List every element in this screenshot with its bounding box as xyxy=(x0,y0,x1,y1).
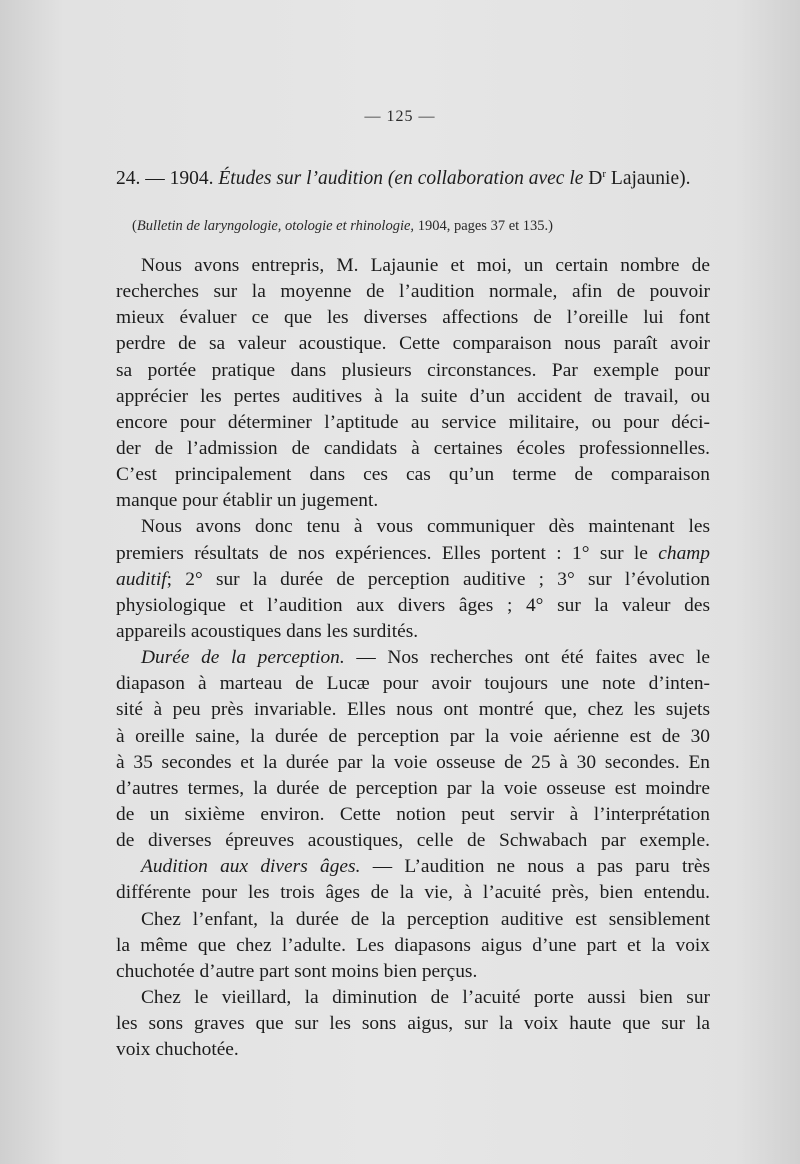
body-line xyxy=(116,854,710,880)
body-text xyxy=(116,253,710,1063)
body-line-part: ; 2° sur la durée de perception auditive ; 3° sur l’évolution xyxy=(166,568,710,590)
body-line xyxy=(116,567,710,593)
body-line: d’autres termes, la durée de perception par la voie osseuse est moindre xyxy=(116,777,710,799)
source-details: 1904, pages 37 et 135.) xyxy=(417,218,553,234)
source-open: ( xyxy=(132,218,137,234)
body-line-italic: Durée de la perception. xyxy=(141,647,345,669)
body-line-part: — L’audition ne nous a pas paru très xyxy=(360,856,710,878)
entry-title-doctor-sup: r xyxy=(602,168,607,180)
body-line-part: premiers résultats de nos expériences. Elles portent : 1° sur le xyxy=(116,542,648,564)
entry-number: 24. — 1904. xyxy=(116,168,214,189)
entry-title xyxy=(116,168,736,190)
body-line: différente pour les trois âges de la vie, à l’acuité près, bien entendu. xyxy=(116,882,710,904)
body-line: recherches sur la moyenne de l’audition normale, afin de pouvoir xyxy=(116,281,710,303)
body-line: Chez l’enfant, la durée de la perception auditive est sensiblement xyxy=(141,908,710,930)
body-line: mieux évaluer ce que les diverses affections de l’oreille lui font xyxy=(116,307,710,329)
body-line-italic: Audition aux divers âges. xyxy=(141,856,361,878)
entry-title-doctor: D xyxy=(588,168,603,189)
body-line: apprécier les pertes auditives à la suite d’un accident de travail, ou xyxy=(116,385,710,407)
body-line: encore pour déterminer l’aptitude au service militaire, ou pour déci- xyxy=(116,411,710,433)
body-line: Nous avons donc tenu à vous communiquer dès maintenant les xyxy=(141,516,710,538)
body-line: chuchotée d’autre part sont moins bien perçus. xyxy=(116,960,478,982)
body-line: la même que chez l’adulte. Les diapasons aigus d’une part et la voix xyxy=(116,934,710,956)
body-line: à oreille saine, la durée de perception par la voie aérienne est de 30 xyxy=(116,725,710,747)
body-line: de un sixième environ. Cette notion peut servir à l’interprétation xyxy=(116,803,710,825)
entry-title-name: Lajaunie). xyxy=(610,168,691,189)
body-line: à 35 secondes et la durée par la voie osseuse de 25 à 30 secondes. En xyxy=(116,751,710,773)
body-line: diapason à marteau de Lucæ pour avoir toujours une note d’inten- xyxy=(116,673,710,695)
body-line: der de l’admission de candidats à certaines écoles professionnelles. xyxy=(116,437,710,459)
body-line-italic: auditif xyxy=(116,568,167,590)
body-line: C’est principalement dans ces cas qu’un terme de comparaison xyxy=(116,464,710,486)
body-line: sa portée pratique dans plusieurs circonstances. Par exemple pour xyxy=(116,359,710,381)
body-line: physiologique et l’audition aux divers âges ; 4° sur la valeur des xyxy=(116,594,710,616)
body-line: manque pour établir un jugement. xyxy=(116,490,379,512)
body-line: Nous avons entrepris, M. Lajaunie et moi, un certain nombre de xyxy=(141,255,710,276)
body-line: les sons graves que sur les sons aigus, sur la voix haute que sur la xyxy=(116,1013,710,1035)
body-line: appareils acoustiques dans les surdités. xyxy=(116,620,419,642)
page-number: — 125 — xyxy=(364,108,436,125)
source-reference xyxy=(132,218,692,235)
body-line: perdre de sa valeur acoustique. Cette comparaison nous paraît avoir xyxy=(116,333,710,355)
body-line-italic: champ xyxy=(658,542,710,564)
entry-title-italic: Études sur l’audition (en collaboration avec le xyxy=(218,168,584,189)
body-line: voix chuchotée. xyxy=(116,1039,239,1061)
body-line: de diverses épreuves acoustiques, celle de Schwabach par exemple. xyxy=(116,830,710,852)
source-journal: Bulletin de laryngologie, otologie et rhinologie, xyxy=(136,218,415,234)
body-line: sité à peu près invariable. Elles nous ont montré que, chez les sujets xyxy=(116,699,710,721)
body-line xyxy=(116,645,710,671)
body-line xyxy=(116,541,710,567)
body-line: Chez le vieillard, la diminution de l’acuité porte aussi bien sur xyxy=(141,986,710,1008)
body-line-part: — Nos recherches ont été faites avec le xyxy=(344,647,710,669)
